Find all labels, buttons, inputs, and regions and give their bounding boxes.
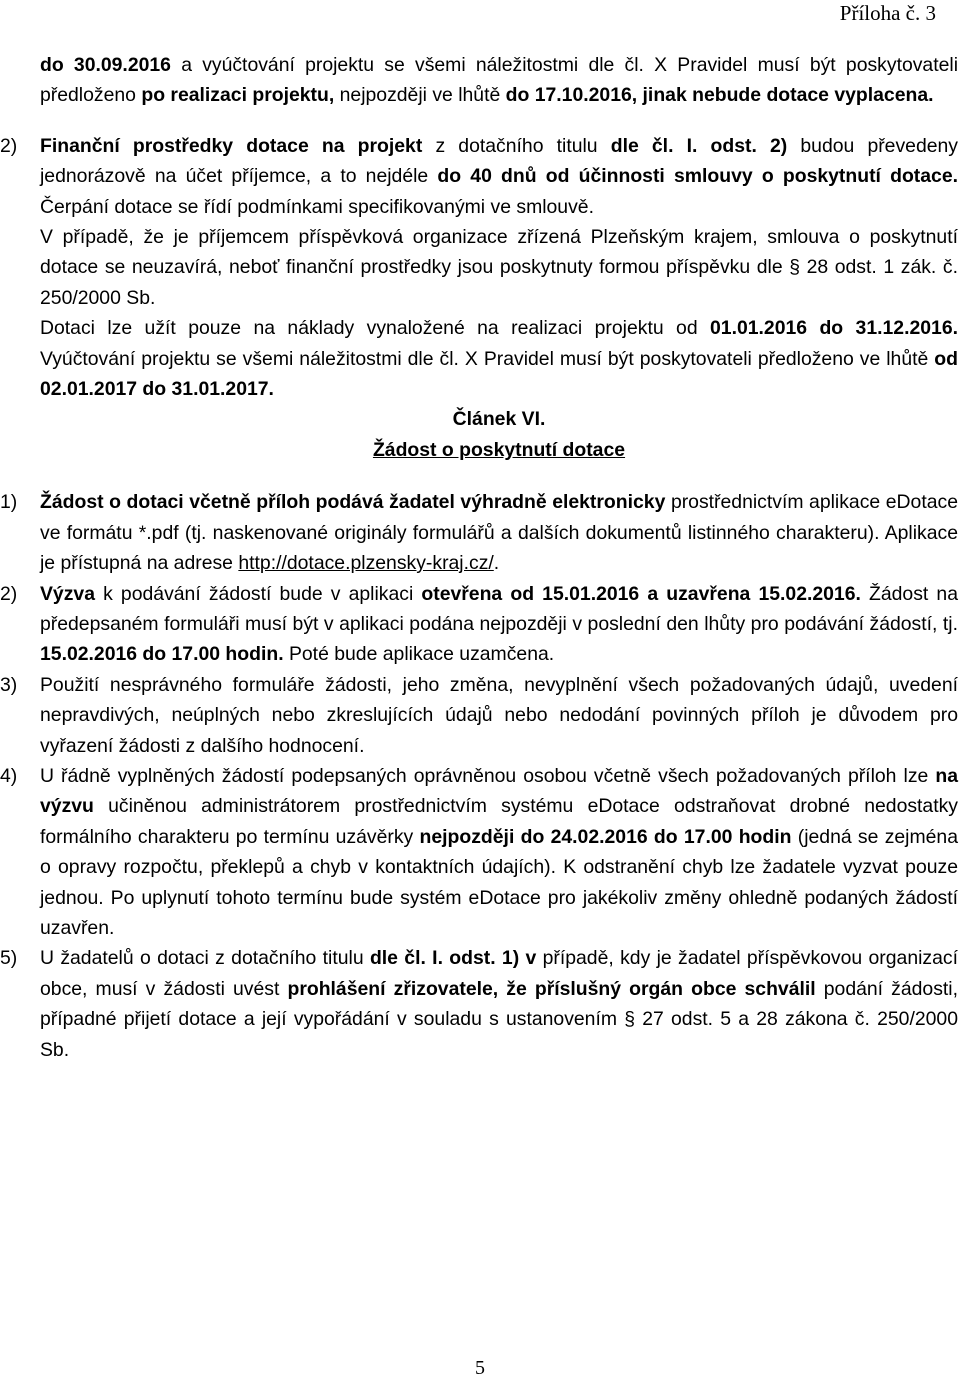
bold-text: otevřena od 15.01.2016 a uzavřena 15.02.2016. bbox=[421, 582, 861, 605]
text-run: prostřednictvím aplikace eDotace ve formátu *.pdf (tj. naskenované originály formulářů a dalších dokumentů listinného charakteru). Aplikace je přístupná na adrese bbox=[40, 491, 958, 575]
article-number: Článek VI. bbox=[452, 408, 546, 431]
list-number: 4) bbox=[0, 764, 18, 787]
list-number: 3) bbox=[0, 673, 18, 696]
bold-text: do 40 dnů od účinnosti smlouvy o poskytnutí dotace. bbox=[437, 165, 958, 188]
text-run: nejpozději ve lhůtě bbox=[334, 84, 506, 107]
bold-text: prohlášení zřizovatele, že příslušný orgán obce schválil bbox=[287, 977, 816, 1000]
list-item-financni-prostredky bbox=[0, 131, 958, 222]
text-run: . bbox=[493, 552, 500, 575]
bold-text: po realizaci projektu, bbox=[141, 84, 335, 107]
attachment-label: Příloha č. 3 bbox=[839, 1, 936, 25]
edotace-link[interactable]: http://dotace.plzensky-kraj.cz/ bbox=[238, 552, 494, 575]
bold-text: 01.01.2016 do 31.12.2016. bbox=[710, 317, 958, 340]
article-item-3 bbox=[0, 670, 958, 761]
bold-text: Žádost o dotaci včetně příloh podává žadatel výhradně elektronicky bbox=[40, 491, 666, 514]
list-number: 2) bbox=[0, 582, 18, 605]
bold-text: 15.02.2016 do 17.00 hodin. bbox=[40, 643, 284, 666]
bold-text: dle čl. I. odst. 1) v bbox=[369, 947, 537, 970]
article-item-5 bbox=[0, 943, 958, 1065]
paragraph-uziti-dotace bbox=[40, 313, 958, 404]
text-run: Vyúčtování projektu se všemi náležitostmi dle čl. X Pravidel musí být poskytovateli předloženo ve lhůtě bbox=[40, 347, 935, 370]
text-run: (jedná se zejména o opravy rozpočtu, překlepů a chyb v kontaktních údajích). K odstranění chyb lze žadatele vyzvat pouze jednou. Po uplynutí tohoto termínu bude systém eDotace pro jakékoliv změny ohledně podaných žádostí uzavřen. bbox=[40, 825, 958, 939]
text-run: Poté bude aplikace uzamčena. bbox=[283, 643, 555, 666]
bold-text: Výzva bbox=[40, 582, 95, 605]
text-run: a vyúčtování projektu se všemi náležitostmi dle čl. X Pravidel musí být poskytovateli předloženo bbox=[40, 54, 959, 107]
article-item-2 bbox=[0, 579, 958, 670]
article-item-1 bbox=[0, 487, 958, 578]
list-number: 2) bbox=[0, 134, 18, 157]
text-run: U žadatelů o dotaci z dotačního titulu bbox=[40, 947, 370, 970]
text-run: učiněnou administrátorem prostřednictvím systému eDotace odstraňovat drobné nedostatky formálního charakteru po termínu uzávěrky bbox=[40, 795, 958, 848]
list-item-text bbox=[40, 947, 958, 1060]
bold-text: Finanční prostředky dotace na projekt bbox=[40, 134, 423, 157]
text-run: případě, kdy je žadatel příspěvkovou organizací obce, musí v žádosti uvést bbox=[40, 947, 958, 1000]
text-run: budou převedeny jednorázově na účet příjemce, a to nejdéle bbox=[40, 134, 958, 188]
page-number: 5 bbox=[475, 1357, 485, 1379]
text-run: U řádně vyplněných žádostí podepsaných oprávněnou osobou včetně všech požadovaných příloh lze bbox=[40, 764, 936, 787]
bold-text: nejpozději do 24.02.2016 do 17.00 hodin bbox=[419, 825, 792, 848]
list-number: 5) bbox=[0, 947, 18, 970]
bold-text: do 30.09.2016 bbox=[40, 54, 171, 76]
list-item-text bbox=[40, 765, 958, 939]
list-item-text bbox=[40, 491, 958, 574]
list-item-text bbox=[40, 583, 958, 666]
text-run: Použití nesprávného formuláře žádosti, jeho změna, nevyplnění všech požadovaných údajů, uvedení nepravdivých, neúplných nebo zkreslujících údajů nebo nedodání povinných příloh je důvodem pro vyřazení žádosti z dalšího hodnocení. bbox=[40, 673, 958, 757]
text-run: Čerpání dotace se řídí podmínkami specifikovanými ve smlouvě. bbox=[40, 195, 594, 218]
article-title: Žádost o poskytnutí dotace bbox=[372, 438, 626, 461]
text-run: podání žádosti, případné přijetí dotace a její vypořádání v souladu s ustanovením § 27 odst. 5 a 28 zákona č. 250/2000 Sb. bbox=[40, 977, 958, 1061]
article-items-list bbox=[0, 487, 958, 1065]
paragraph-prispevkova-organizace bbox=[40, 222, 958, 313]
text-run: k podávání žádostí bude v aplikaci bbox=[94, 582, 422, 605]
intro-list bbox=[0, 131, 958, 222]
list-item-text bbox=[40, 674, 958, 757]
text-run: Dotaci lze užít pouze na náklady vynaložené na realizaci projektu od bbox=[40, 317, 711, 340]
text-run: V případě, že je příjemcem příspěvková organizace zřízená Plzeňským krajem, smlouva o poskytnutí dotace se neuzavírá, neboť finanční prostředky jsou poskytnuty formou příspěvku dle § 28 odst. 1 zák. č. 250/2000 Sb. bbox=[40, 226, 958, 309]
bold-text: od 02.01.2017 do 31.01.2017. bbox=[40, 347, 958, 401]
list-item-text bbox=[40, 135, 958, 218]
bold-text: na výzvu bbox=[40, 764, 958, 818]
document-body bbox=[0, 50, 959, 1065]
list-number: 1) bbox=[0, 491, 18, 514]
bold-text: do 17.10.2016, jinak nebude dotace vyplacena. bbox=[505, 84, 934, 107]
bold-text: dle čl. I. odst. 2) bbox=[610, 134, 788, 157]
article-item-4 bbox=[0, 761, 958, 943]
text-run: Žádost na předepsaném formuláři musí být v aplikaci podána nejpozději v poslední den lhůty pro podávání žádostí, tj. bbox=[40, 582, 958, 635]
text-run: z dotačního titulu bbox=[422, 134, 611, 157]
paragraph-deadline bbox=[40, 50, 958, 111]
